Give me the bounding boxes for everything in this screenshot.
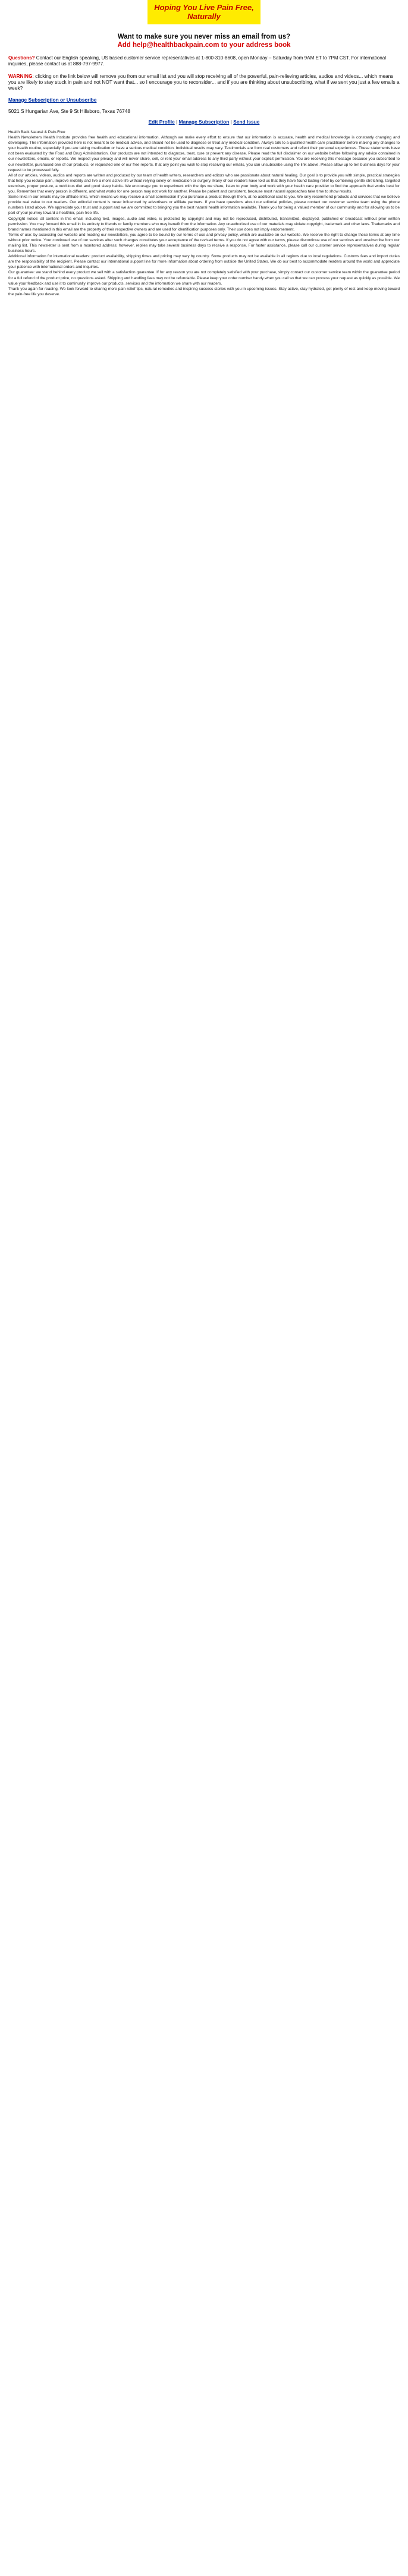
- disclaimer-body: [8, 130, 400, 297]
- body-paragraph: Additional information for international readers: product availability, shipping times and pricing may vary by country. Some products may not be available in all regions due to local regulations. Customs fees and import duties are the responsibility of the recipient. Please contact our international support line for more information about ordering from outside the United States. We do our best to accommodate readers around the world and appreciate your patience with international orders and inquiries.: [8, 254, 400, 270]
- unsubscribe-block: [8, 97, 400, 114]
- notice-line-2: Add help@healthbackpain.com to your address book: [117, 42, 291, 49]
- manage-subscription-link[interactable]: Manage Subscription: [178, 119, 230, 125]
- body-paragraph: All of our articles, videos, audios and reports are written and produced by our team of health writers, researchers and editors who are passionate about natural healing. Our goal is to provide you with simple, practical strategies that help you reduce pain, improve mobility and live a more active life without relying solely on medication or surgery. Many of our readers have told us that they have found lasting relief by combining gentle stretching, targeted exercises, proper posture, a nutritious diet and good sleep habits. We encourage you to experiment with the tips we share, listen to your body and work with your health care provider to find the approach that works best for you. Remember that every person is different, and what works for one person may not work for another. Please be patient and consistent, because most natural approaches take time to show results.: [8, 173, 400, 194]
- email-page: [0, 0, 408, 297]
- send-issue-link[interactable]: Send Issue: [233, 119, 260, 125]
- body-paragraph: Copyright notice: all content in this email, including text, images, audio and video, is protected by copyright and may not be reproduced, distributed, transmitted, displayed, published or broadcast without prior written permission. You may forward this email in its entirety to friends or family members who may benefit from the information. Any unauthorized use of our materials may violate copyright, trademark and other laws. Trademarks and brand names mentioned in this email are the property of their respective owners and are used for identification purposes only. Their use does not imply endorsement.: [8, 216, 400, 232]
- profile-links: [8, 119, 400, 125]
- body-paragraph: Some links in our emails may be affiliate links, which means we may receive a small commission if you purchase a product through them, at no additional cost to you. We only recommend products and services that we believe provide real value to our readers. Our editorial content is never influenced by advertisers or affiliate partners. If you have questions about our editorial policies, please contact our customer service team using the phone numbers listed above. We appreciate your trust and support and we are committed to bringing you the best natural health information available. Thank you for being a valued member of our community and for allowing us to be part of your journey toward a healthier, pain-free life.: [8, 195, 400, 216]
- banner-text: Hoping You Live Pain Free, Naturally: [154, 3, 254, 21]
- body-paragraph: Terms of use: by accessing our website and reading our newsletters, you agree to be bound by our terms of use and privacy policy, which are available on our website. We reserve the right to change these terms at any time without prior notice. Your continued use of our services after such changes constitutes your acceptance of the revised terms. If you do not agree with our terms, please discontinue use of our services and unsubscribe from our mailing list. This newsletter is sent from a monitored address; however, replies may take several business days to receive a response. For faster assistance, please call our customer service representatives during regular business hours.: [8, 232, 400, 254]
- edit-profile-link[interactable]: Edit Profile: [148, 119, 175, 125]
- body-paragraph: Health Newsletters Health Institute provides free health and educational information. Although we make every effort to ensure that our information is accurate, health and medical knowledge is constantly changing and developing. The information provided here is not meant to be medical advice, and should not be used to diagnose or treat any medical condition. Always talk to a qualified health care practitioner before making any changes to your health routine, especially if you are taking medication or have a serious medical condition. Individual results may vary. Testimonials are from real customers and reflect their personal experiences. These statements have not been evaluated by the Food and Drug Administration. Our products are not intended to diagnose, treat, cure or prevent any disease. Please read the full disclaimer on our website before following any advice contained in our newsletters, emails, or reports. We respect your privacy and will never share, sell, or rent your email address to any third party without your explicit permission. You are receiving this message because you subscribed to our newsletter, purchased one of our products, or requested one of our free reports. If at any point you wish to stop receiving our emails, you can unsubscribe using the link above. Please allow up to ten business days for your request to be processed fully.: [8, 135, 400, 172]
- separator-2: |: [229, 119, 234, 125]
- separator-1: |: [174, 119, 179, 125]
- unsubscribe-link[interactable]: Manage Subscription or Unsubscribe: [8, 97, 97, 103]
- questions-block: [8, 55, 400, 67]
- warning-text: : clicking on the link below will remove you from our email list and you will stop receiving all of the powerful, pain-relieving articles, audios and videos... which means you are likely to stay stuck in pain and not NOT want that... so I encourage you to reconsider... and if you are thinking about unsubscribing, what if we sent you just a few emails a week?: [8, 73, 400, 91]
- header-banner: [147, 0, 261, 24]
- questions-text: Contact our English speaking, US based customer service representatives at 1-800-310-8608, open Monday – Saturday from 9AM ET to 7PM CST. For international inquiries, please contact us at 888-797-9977.: [8, 55, 387, 67]
- mailing-address: 5021 S Hungarian Ave, Ste 9 St Hillsboro, Texas 76748: [8, 108, 131, 114]
- address-book-notice: [8, 33, 400, 49]
- warning-label: WARNING: [8, 73, 33, 79]
- body-paragraph: Health Back Natural & Pain-Free: [8, 130, 65, 134]
- questions-label: Questions?: [8, 55, 35, 61]
- notice-line-1: Want to make sure you never miss an email from us?: [117, 33, 291, 40]
- body-paragraph: Thank you again for reading. We look forward to sharing more pain relief tips, natural remedies and inspiring success stories with you in upcoming issues. Stay active, stay hydrated, get plenty of rest and keep moving toward the pain-free life you deserve.: [8, 286, 400, 296]
- body-paragraph: Our guarantee: we stand behind every product we sell with a satisfaction guarantee. If for any reason you are not completely satisfied with your purchase, simply contact our customer service team within the guarantee period for a full refund of the product price, no questions asked. Shipping and handling fees may not be refundable. Please keep your order number handy when you call so that we can process your request as quickly as possible. We value your feedback and use it to continually improve our products, services and the information we share with our readers.: [8, 270, 400, 286]
- warning-block: [8, 73, 400, 91]
